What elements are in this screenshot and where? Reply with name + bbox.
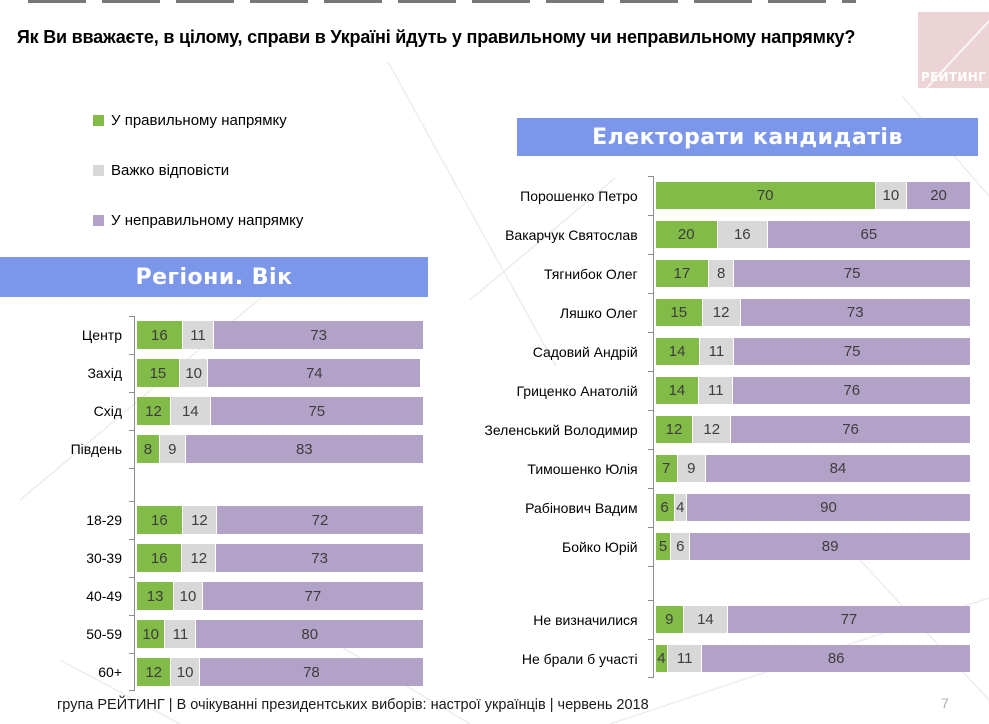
bar-segment-neutral xyxy=(171,397,211,425)
page-number: 7 xyxy=(941,695,949,711)
segment-value: 80 xyxy=(301,625,319,643)
row-label: Бойко Юрій xyxy=(562,538,638,555)
stacked-bar xyxy=(656,260,970,287)
legend-swatch-negative xyxy=(93,215,104,226)
segment-value: 16 xyxy=(150,549,168,567)
bar-segment-positive xyxy=(137,658,171,686)
segment-value: 12 xyxy=(703,421,721,438)
segment-value: 15 xyxy=(670,304,688,321)
bar-segment-negative xyxy=(907,182,970,209)
bar-segment-positive xyxy=(137,321,183,349)
regions-age-chart xyxy=(0,316,423,691)
bar-segment-negative xyxy=(208,359,420,387)
segment-value: 9 xyxy=(687,460,696,477)
row-label: Ляшко Олег xyxy=(559,304,638,321)
bar-segment-negative xyxy=(214,321,423,349)
stacked-bar xyxy=(137,620,423,648)
bar-segment-neutral xyxy=(678,455,706,482)
chart-row xyxy=(456,371,970,410)
stacked-bar xyxy=(137,544,423,572)
segment-value: 14 xyxy=(668,382,686,399)
segment-value: 8 xyxy=(143,440,153,458)
segment-value: 15 xyxy=(149,364,167,382)
bar-segment-neutral xyxy=(693,416,731,443)
segment-value: 73 xyxy=(310,326,327,344)
bar-segment-positive xyxy=(656,182,876,209)
bar-segment-negative xyxy=(733,377,970,404)
segment-value: 10 xyxy=(176,663,194,681)
slide-title: Як Ви вважаєте, в цілому, справи в Україні йдуть у правильному чи неправильному напрямку? xyxy=(16,27,856,47)
bar-segment-negative xyxy=(200,658,423,686)
stacked-bar xyxy=(137,435,423,463)
bar-segment-negative xyxy=(731,416,970,443)
segment-value: 16 xyxy=(733,226,751,243)
segment-value: 78 xyxy=(303,663,320,681)
bar-segment-positive xyxy=(137,506,183,534)
segment-value: 83 xyxy=(295,440,313,458)
segment-value: 89 xyxy=(821,538,839,555)
segment-value: 14 xyxy=(697,611,714,628)
segment-value: 4 xyxy=(657,650,666,667)
segment-value: 90 xyxy=(820,499,837,516)
segment-value: 9 xyxy=(168,440,177,458)
bar-segment-negative xyxy=(217,506,423,534)
rating-logo-text: РЕЙТИНГ xyxy=(920,70,987,84)
chart-row xyxy=(456,527,970,566)
segment-value: 10 xyxy=(882,187,900,204)
bar-segment-positive xyxy=(137,359,180,387)
stacked-bar xyxy=(656,416,970,443)
bar-segment-neutral xyxy=(171,658,200,686)
chart-row xyxy=(0,653,423,691)
segment-value: 14 xyxy=(181,402,199,420)
segment-value: 74 xyxy=(305,364,323,382)
segment-value: 11 xyxy=(676,650,693,667)
legend-item xyxy=(93,112,303,129)
bar-segment-negative xyxy=(690,533,970,560)
bar-segment-neutral xyxy=(165,620,196,648)
chart-row xyxy=(456,215,970,254)
left-chart-header: Регіони. Вік xyxy=(0,257,428,297)
bar-segment-neutral xyxy=(160,435,186,463)
row-label: 40-49 xyxy=(86,588,122,604)
row-label: Захід xyxy=(87,365,122,381)
bar-segment-positive xyxy=(656,606,684,633)
bar-segment-positive xyxy=(656,260,709,287)
top-edge-artifact xyxy=(28,0,856,3)
stacked-bar xyxy=(656,494,970,521)
chart-row xyxy=(0,316,423,354)
segment-value: 7 xyxy=(661,460,671,477)
bar-segment-positive xyxy=(656,455,678,482)
stacked-bar xyxy=(656,377,970,404)
chart-row xyxy=(456,488,970,527)
segment-value: 12 xyxy=(145,402,162,420)
segment-value: 8 xyxy=(716,265,726,282)
stacked-bar xyxy=(656,182,970,209)
chart-row xyxy=(456,600,970,639)
bar-segment-neutral xyxy=(675,494,688,521)
legend-swatch-neutral xyxy=(93,165,104,176)
row-label: Гриценко Анатолій xyxy=(516,382,638,399)
chart-row xyxy=(456,332,970,371)
chart-row xyxy=(456,293,970,332)
bar-segment-negative xyxy=(211,397,423,425)
row-label: Рабінович Вадим xyxy=(525,499,638,516)
segment-value: 17 xyxy=(673,265,691,282)
legend-swatch-positive xyxy=(93,115,104,126)
chart-row xyxy=(0,577,423,615)
bar-segment-negative xyxy=(706,455,970,482)
segment-value: 11 xyxy=(708,343,725,360)
stacked-bar xyxy=(656,645,970,672)
row-label: Не визначилися xyxy=(533,611,638,628)
legend-label: Важко відповісти xyxy=(111,162,230,179)
chart-row xyxy=(0,539,423,577)
segment-value: 13 xyxy=(146,587,164,605)
row-label: Зеленський Володимир xyxy=(484,421,638,438)
legend-label: У правильному напрямку xyxy=(111,112,287,129)
segment-value: 11 xyxy=(190,326,206,344)
chart-group-spacer xyxy=(456,566,970,600)
bar-segment-neutral xyxy=(668,645,702,672)
segment-value: 75 xyxy=(308,402,326,420)
row-label: 18-29 xyxy=(86,512,122,528)
row-label: Тягнибок Олег xyxy=(544,265,638,282)
source-footer: група РЕЙТИНГ | В очікуванні президентських виборів: настрої українців | червень 2018 xyxy=(57,697,649,713)
row-label: Не брали б участі xyxy=(521,650,638,667)
rating-logo xyxy=(918,12,989,88)
stacked-bar xyxy=(656,533,970,560)
stacked-bar xyxy=(656,299,970,326)
chart-group-spacer xyxy=(0,468,423,501)
bar-segment-neutral xyxy=(709,260,734,287)
chart-row xyxy=(456,410,970,449)
segment-value: 77 xyxy=(840,611,858,628)
segment-value: 6 xyxy=(676,538,685,555)
segment-value: 16 xyxy=(151,511,168,529)
bar-segment-negative xyxy=(734,260,970,287)
bar-segment-neutral xyxy=(671,533,690,560)
bar-segment-neutral xyxy=(699,377,733,404)
chart-row xyxy=(0,392,423,430)
segment-value: 10 xyxy=(185,364,203,382)
segment-value: 12 xyxy=(191,511,208,529)
bar-segment-negative xyxy=(196,620,423,648)
segment-value: 4 xyxy=(676,499,685,516)
legend-item xyxy=(93,162,303,179)
bar-segment-neutral xyxy=(876,182,907,209)
row-label: Центр xyxy=(81,327,122,343)
legend-item xyxy=(93,212,303,229)
row-label: Вакарчук Святослав xyxy=(505,226,638,243)
bar-segment-neutral xyxy=(183,506,217,534)
chart-row xyxy=(0,354,423,392)
row-label: Схід xyxy=(93,403,122,419)
segment-value: 76 xyxy=(842,421,859,438)
segment-value: 5 xyxy=(658,538,668,555)
bar-segment-positive xyxy=(656,416,694,443)
bar-segment-neutral xyxy=(180,359,209,387)
legend xyxy=(93,112,303,229)
bar-segment-neutral xyxy=(718,221,768,248)
stacked-bar xyxy=(137,397,423,425)
segment-value: 76 xyxy=(843,382,861,399)
bar-segment-negative xyxy=(768,221,970,248)
bar-segment-negative xyxy=(702,645,970,672)
bar-segment-positive xyxy=(137,435,160,463)
segment-value: 14 xyxy=(668,343,686,360)
chart-row xyxy=(456,176,970,215)
stacked-bar xyxy=(137,321,423,349)
bar-segment-negative xyxy=(203,582,423,610)
bar-segment-neutral xyxy=(182,544,216,572)
bar-segment-negative xyxy=(734,338,970,365)
chart-row xyxy=(456,254,970,293)
bar-segment-positive xyxy=(137,397,171,425)
stacked-bar xyxy=(137,506,423,534)
stacked-bar xyxy=(137,582,423,610)
segment-value: 86 xyxy=(827,650,845,667)
stacked-bar xyxy=(656,221,970,248)
bar-segment-positive xyxy=(137,620,165,648)
bar-segment-positive xyxy=(656,338,700,365)
stacked-bar xyxy=(656,338,970,365)
bar-segment-neutral xyxy=(174,582,203,610)
chart-row xyxy=(0,501,423,539)
chart-row xyxy=(0,430,423,468)
stacked-bar xyxy=(656,455,970,482)
candidate-electorates-chart xyxy=(456,176,970,678)
segment-value: 12 xyxy=(712,304,730,321)
segment-value: 11 xyxy=(172,625,189,643)
row-label: Порошенко Петро xyxy=(520,187,638,204)
row-label: 50-59 xyxy=(86,626,122,642)
bar-segment-positive xyxy=(656,377,700,404)
bar-segment-positive xyxy=(656,533,672,560)
segment-value: 75 xyxy=(843,265,861,282)
stacked-bar xyxy=(137,658,423,686)
segment-value: 11 xyxy=(708,382,724,399)
segment-value: 12 xyxy=(665,421,683,438)
segment-value: 70 xyxy=(756,187,774,204)
row-label: Тимошенко Юлія xyxy=(527,460,638,477)
bar-segment-positive xyxy=(137,544,182,572)
stacked-bar xyxy=(656,606,970,633)
chart-row xyxy=(456,639,970,678)
chart-row xyxy=(0,615,423,653)
right-chart-header: Електорати кандидатів xyxy=(517,118,978,156)
bar-segment-positive xyxy=(656,645,668,672)
legend-label: У неправильному напрямку xyxy=(111,212,304,229)
bar-segment-negative xyxy=(728,606,970,633)
bar-segment-negative xyxy=(687,494,970,521)
segment-value: 73 xyxy=(846,304,864,321)
segment-value: 75 xyxy=(843,343,861,360)
segment-value: 10 xyxy=(179,587,197,605)
bar-segment-negative xyxy=(216,544,423,572)
bar-segment-positive xyxy=(656,494,675,521)
segment-value: 12 xyxy=(145,663,162,681)
stacked-bar xyxy=(137,359,423,387)
segment-value: 6 xyxy=(660,499,669,516)
row-label: 30-39 xyxy=(86,550,122,566)
row-label: Садовий Андрій xyxy=(532,343,638,360)
segment-value: 20 xyxy=(930,187,947,204)
bar-segment-neutral xyxy=(183,321,214,349)
bar-segment-neutral xyxy=(703,299,741,326)
bar-segment-positive xyxy=(656,221,718,248)
bar-segment-negative xyxy=(741,299,970,326)
segment-value: 65 xyxy=(860,226,878,243)
segment-value: 20 xyxy=(677,226,695,243)
chart-row xyxy=(456,449,970,488)
segment-value: 9 xyxy=(665,611,674,628)
segment-value: 10 xyxy=(142,625,159,643)
segment-value: 73 xyxy=(311,549,328,567)
segment-value: 16 xyxy=(151,326,168,344)
row-label: 60+ xyxy=(98,664,122,680)
segment-value: 12 xyxy=(190,549,208,567)
segment-value: 72 xyxy=(311,511,329,529)
segment-value: 77 xyxy=(304,587,322,605)
bar-segment-positive xyxy=(137,582,174,610)
bar-segment-positive xyxy=(656,299,703,326)
bar-segment-neutral xyxy=(700,338,735,365)
row-label: Південь xyxy=(70,441,122,457)
segment-value: 84 xyxy=(829,460,847,477)
bar-segment-neutral xyxy=(684,606,728,633)
bar-segment-negative xyxy=(186,435,423,463)
